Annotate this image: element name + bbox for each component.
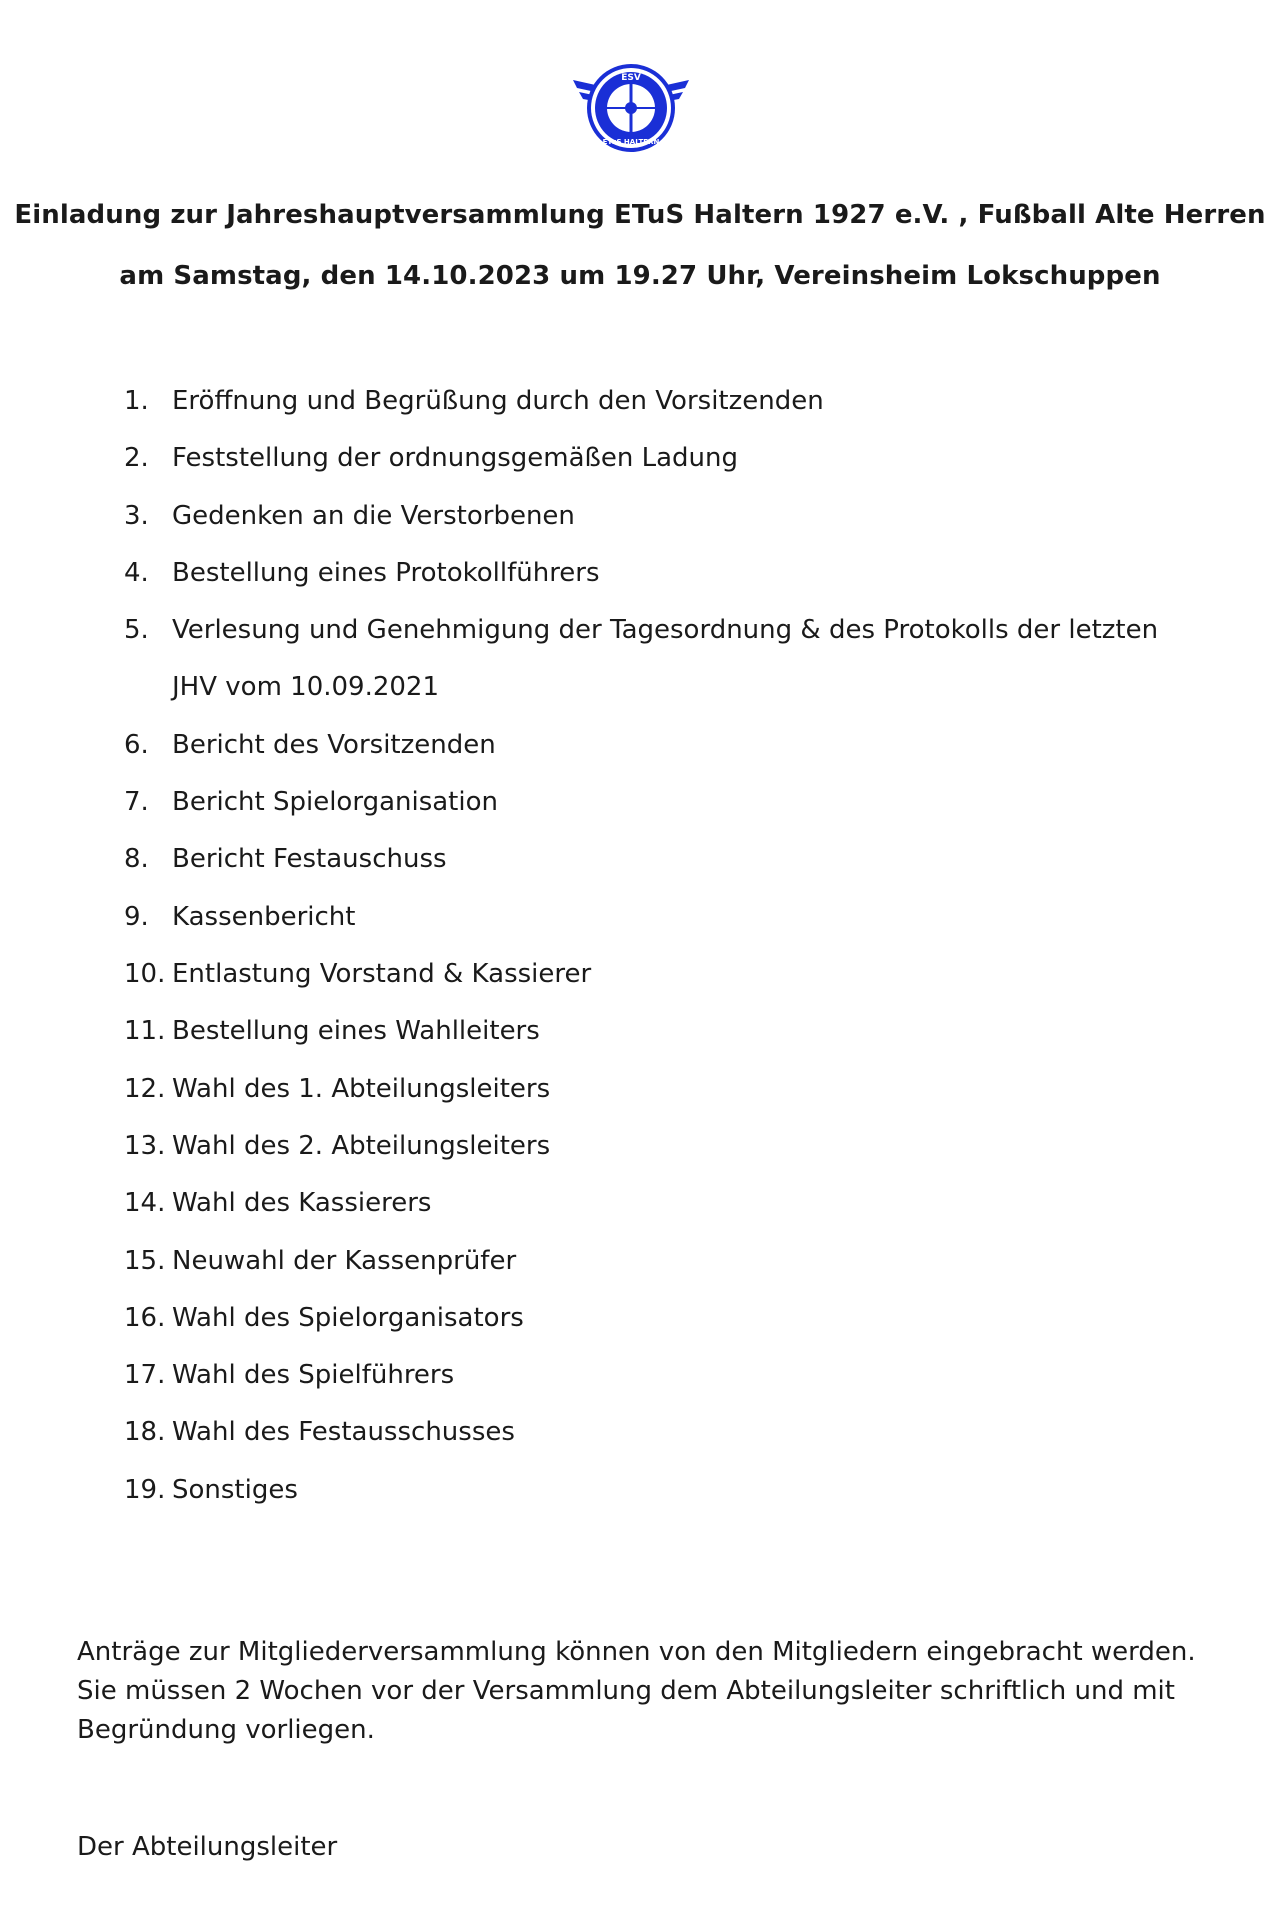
agenda-item-number: 17. [124,1360,166,1391]
agenda-item-number: 5. [124,615,149,646]
motions-notice [77,1633,1217,1750]
agenda-item-number: 3. [124,500,149,531]
agenda-item-text: Verlesung und Genehmigung der Tagesordnung & des Protokolls der letzten [172,615,1159,646]
agenda-item-number: 18. [124,1417,166,1448]
agenda-item-text: Gedenken an die Verstorbenen [172,500,575,531]
agenda-item-number: 15. [124,1245,166,1276]
agenda-item-text: Neuwahl der Kassenprüfer [172,1245,517,1276]
signature: Der Abteilungsleiter [77,1832,338,1862]
club-crest-icon [569,58,693,158]
notice-line: Begründung vorliegen. [77,1715,375,1745]
agenda-item-text: Wahl des Festausschusses [172,1417,515,1448]
agenda-item-text: Wahl des 1. Abteilungsleiters [172,1073,551,1104]
agenda-item-text: Bericht Festauschuss [172,844,447,875]
crest-text-bottom: ETuS HALTERN [602,138,660,146]
agenda-item-text-continued: JHV vom 10.09.2021 [172,672,440,703]
agenda-item-text: Eröffnung und Begrüßung durch den Vorsitzenden [172,386,824,416]
agenda-item-number: 9. [124,901,149,932]
agenda-item-number: 4. [124,557,149,588]
invitation-title: Einladung zur Jahreshauptversammlung ETuS Haltern 1927 e.V. , Fußball Alte Herren [14,200,1266,230]
agenda-item-text: Bericht des Vorsitzenden [172,729,496,760]
agenda-item-number: 8. [124,844,149,875]
agenda-item-text: Bestellung eines Wahlleiters [172,1016,540,1047]
agenda-item-number: 1. [124,386,149,416]
agenda-item-text: Wahl des Kassierers [172,1188,432,1219]
agenda-item-text: Feststellung der ordnungsgemäßen Ladung [172,443,739,474]
agenda-item-text: Bericht Spielorganisation [172,787,498,818]
agenda-item-text: Entlastung Vorstand & Kassierer [172,959,592,989]
agenda-item-number: 11. [124,1016,166,1047]
agenda-item-number: 16. [124,1302,166,1333]
notice-line: Sie müssen 2 Wochen vor der Versammlung dem Abteilungsleiter schriftlich und mit [77,1676,1175,1706]
agenda-item-text: Kassenbericht [172,901,356,932]
agenda-item-number: 12. [124,1073,166,1104]
agenda-item-number: 7. [124,787,149,818]
agenda-item-text: Wahl des Spielorganisators [172,1302,524,1333]
agenda-item-text: Sonstiges [172,1474,298,1505]
agenda-item-number: 19. [124,1474,166,1505]
agenda-item-number: 14. [124,1188,166,1219]
invitation-date-location: am Samstag, den 14.10.2023 um 19.27 Uhr, Vereinsheim Lokschuppen [119,261,1161,291]
agenda-item-number: 13. [124,1130,166,1161]
agenda-item-text: Wahl des Spielführers [172,1360,455,1391]
agenda-item-text: Bestellung eines Protokollführers [172,557,600,588]
agenda-item-number: 2. [124,443,149,474]
agenda-item-number: 6. [124,729,149,760]
notice-line: Anträge zur Mitgliederversammlung können von den Mitgliedern eingebracht werden. [77,1637,1196,1667]
agenda-item-number: 10. [124,959,166,989]
agenda-item-text: Wahl des 2. Abteilungsleiters [172,1130,551,1161]
crest-text-top: ESV [621,73,641,83]
